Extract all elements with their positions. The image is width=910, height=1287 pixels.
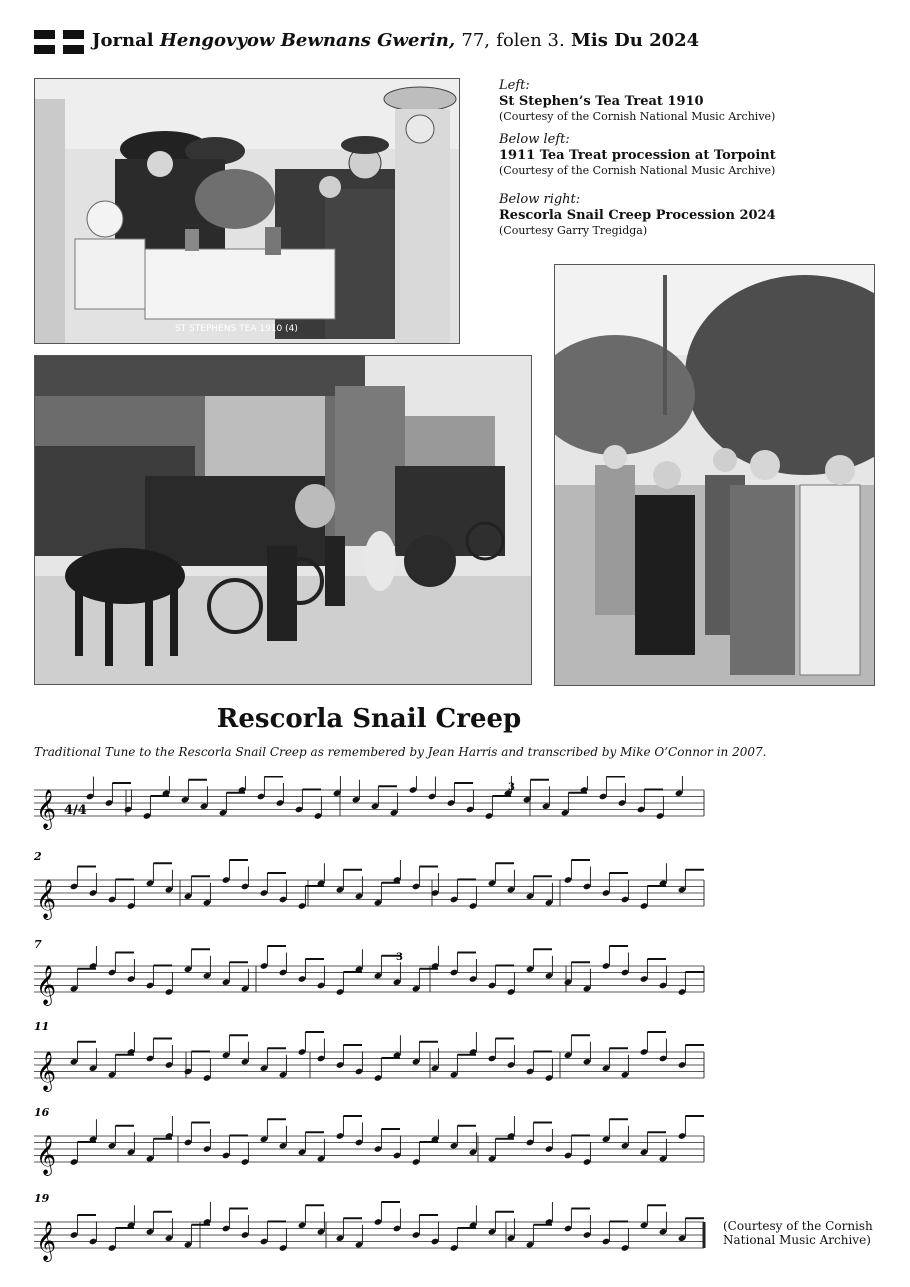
cornish-flag-icon bbox=[34, 30, 84, 54]
issue-date: Mis Du 2024 bbox=[570, 30, 700, 51]
tune-subtitle: Traditional Tune to the Rescorla Snail Creep as remembered by Jean Harris and transcribed by Mike O’Connor in 2007. bbox=[34, 745, 767, 759]
page-number: folen 3. bbox=[496, 30, 565, 51]
issue-number: 77, bbox=[461, 30, 491, 51]
treble-clef-icon: 𝄞 bbox=[36, 1051, 57, 1091]
staff-system bbox=[34, 776, 704, 830]
triplet-mark: 3 bbox=[396, 952, 403, 963]
caption-position: Below right: bbox=[499, 192, 581, 207]
treble-clef-icon: 𝄞 bbox=[36, 965, 57, 1005]
photo-inscription: ST STEPHENS TEA 1910 (4) bbox=[175, 324, 298, 334]
bar-number: 11 bbox=[34, 1020, 50, 1033]
caption-credit: (Courtesy Garry Tregidga) bbox=[499, 224, 648, 237]
treble-clef-icon: 𝄞 bbox=[36, 1221, 57, 1261]
caption-title: Rescorla Snail Creep Procession 2024 bbox=[499, 208, 776, 223]
tune-title: Rescorla Snail Creep bbox=[216, 704, 522, 734]
caption-position: Below left: bbox=[499, 132, 570, 147]
caption-credit: (Courtesy of the Cornish National Music Archive) bbox=[499, 110, 776, 123]
sheet-music bbox=[30, 776, 720, 1266]
photo-tea-treat-1910 bbox=[34, 78, 460, 344]
caption-credit: (Courtesy of the Cornish National Music Archive) bbox=[499, 164, 776, 177]
caption-title: 1911 Tea Treat procession at Torpoint bbox=[499, 148, 776, 163]
staff-system bbox=[34, 946, 704, 1006]
staff-system bbox=[34, 1032, 704, 1092]
triplet-mark: 3 bbox=[508, 782, 515, 793]
bar-number: 2 bbox=[34, 850, 42, 863]
journal-title: Hengovyow Bewnans Gwerin, bbox=[159, 30, 456, 51]
credit-line: (Courtesy of the Cornish bbox=[723, 1219, 873, 1233]
caption-title: St Stephen’s Tea Treat 1910 bbox=[499, 94, 704, 109]
bar-number: 19 bbox=[34, 1192, 50, 1205]
staff-system bbox=[34, 860, 704, 920]
credit-line: National Music Archive) bbox=[723, 1233, 871, 1247]
staff-system bbox=[34, 1116, 704, 1176]
treble-clef-icon: 𝄞 bbox=[36, 789, 57, 829]
time-signature: 4/4 bbox=[64, 803, 87, 818]
photo-snail-creep-2024 bbox=[554, 264, 875, 686]
treble-clef-icon: 𝄞 bbox=[36, 879, 57, 919]
caption-below-left bbox=[499, 132, 889, 178]
bar-number: 16 bbox=[34, 1106, 50, 1119]
bar-number: 7 bbox=[34, 938, 42, 951]
staff-systems bbox=[34, 776, 704, 1262]
photo-torpoint-procession-1911 bbox=[34, 355, 532, 685]
staff-system bbox=[34, 1202, 704, 1262]
caption-below-right bbox=[499, 192, 889, 238]
caption-position: Left: bbox=[499, 78, 530, 93]
photo-captions bbox=[499, 78, 889, 246]
journal-word: Jornal bbox=[92, 30, 154, 51]
journal-header bbox=[92, 30, 699, 51]
caption-left bbox=[499, 78, 889, 124]
treble-clef-icon: 𝄞 bbox=[36, 1135, 57, 1175]
tune-credit bbox=[723, 1219, 873, 1247]
